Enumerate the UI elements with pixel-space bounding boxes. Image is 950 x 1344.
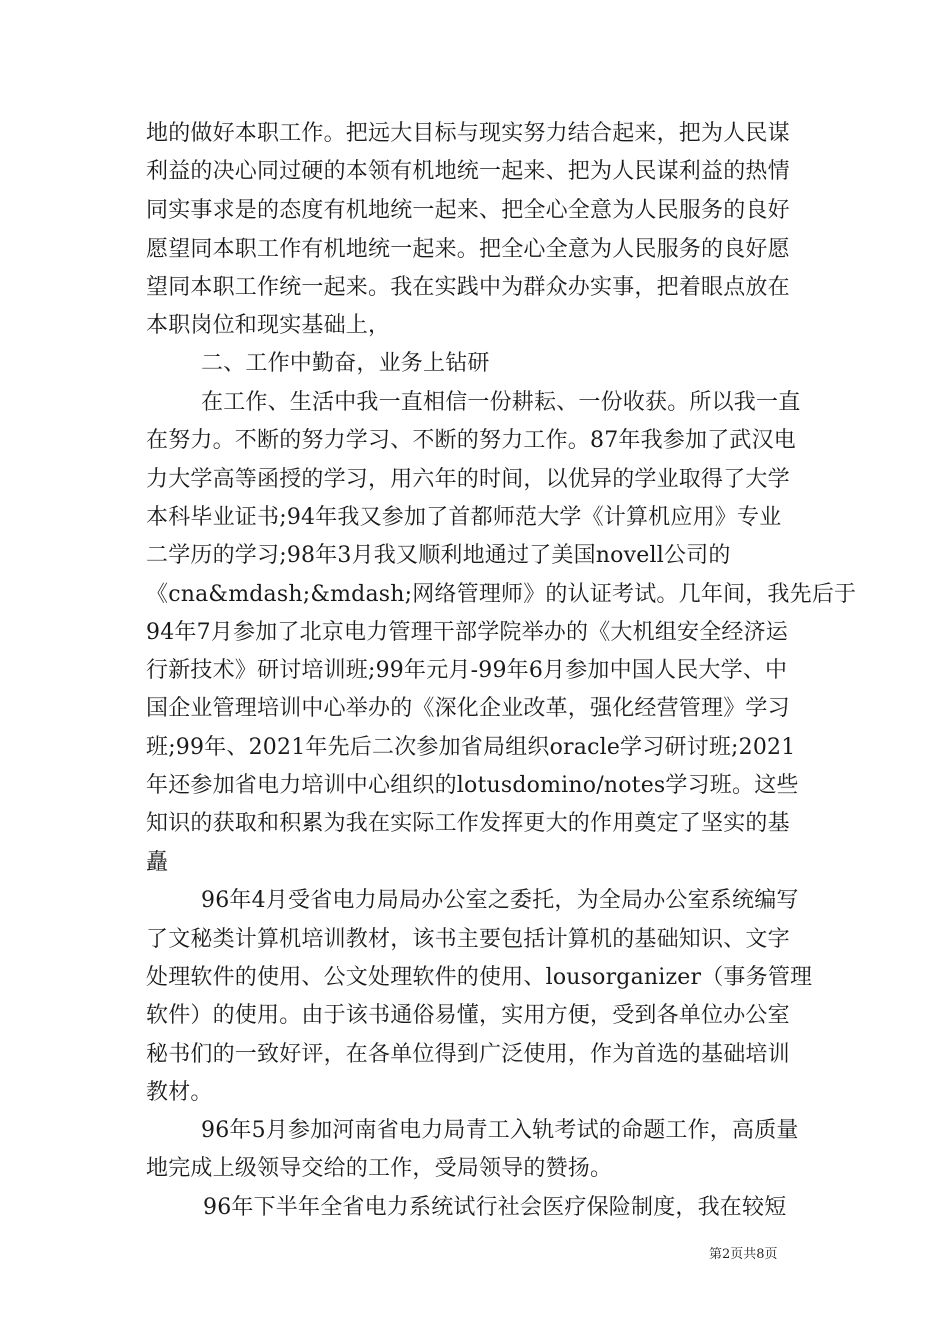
text-line: 96年下半年全省电力系统试行社会医疗保险制度，我在较短	[203, 1195, 787, 1220]
text-line: 同实事求是的态度有机地统一起来、把全心全意为人民服务的良好	[146, 198, 790, 223]
text-line: 愿望同本职工作有机地统一起来。把全心全意为人民服务的良好愿	[146, 237, 790, 262]
text-line: 知识的获取和积累为我在实际工作发挥更大的作用奠定了坚实的基	[146, 811, 790, 836]
text-line: 矗	[146, 850, 169, 875]
text-line: 《cna&mdash;&mdash;网络管理师》的认证考试。几年间，我先后于	[146, 582, 857, 607]
text-line: 力大学高等函授的学习，用六年的时间，以优异的学业取得了大学	[146, 467, 790, 492]
text-line: 在工作、生活中我一直相信一份耕耘、一份收获。所以我一直	[201, 390, 801, 415]
text-line: 秘书们的一致好评，在各单位得到广泛使用，作为首选的基础培训	[146, 1042, 790, 1067]
text-line: 国企业管理培训中心举办的《深化企业改革，强化经营管理》学习	[146, 696, 790, 721]
text-line: 望同本职工作统一起来。我在实践中为群众办实事，把着眼点放在	[146, 275, 790, 300]
text-line: 行新技术》研讨培训班;99年元月-99年6月参加中国人民大学、中	[146, 658, 788, 683]
text-line: 教材。	[146, 1080, 213, 1105]
text-line: 利益的决心同过硬的本领有机地统一起来、把为人民谋利益的热情	[146, 159, 790, 184]
section-heading: 二、工作中勤奋，业务上钻研	[201, 351, 490, 376]
text-line: 94年7月参加了北京电力管理干部学院举办的《大机组安全经济运	[146, 620, 788, 645]
text-line: 96年4月受省电力局局办公室之委托，为全局办公室系统编写	[201, 888, 799, 913]
text-line: 本科毕业证书;94年我又参加了首都师范大学《计算机应用》专业	[146, 505, 782, 530]
text-line: 96年5月参加河南省电力局青工入轨考试的命题工作，高质量	[201, 1118, 799, 1143]
text-line: 软件）的使用。由于该书通俗易懂，实用方便，受到各单位办公室	[146, 1003, 790, 1028]
text-line: 在努力。不断的努力学习、不断的努力工作。87年我参加了武汉电	[146, 428, 796, 453]
text-line: 二学历的学习;98年3月我又顺利地通过了美国novell公司的	[146, 543, 731, 568]
text-line: 本职岗位和现实基础上，	[146, 313, 391, 338]
text-line: 年还参加省电力培训中心组织的lotusdomino/notes学习班。这些	[146, 773, 799, 798]
text-line: 班;99年、2021年先后二次参加省局组织oracle学习研讨班;2021	[146, 735, 796, 760]
page-number: 第2页共8页	[709, 1247, 778, 1262]
text-line: 了文秘类计算机培训教材，该书主要包括计算机的基础知识、文字	[146, 927, 790, 952]
text-line: 地完成上级领导交给的工作，受局领导的赞扬。	[146, 1156, 613, 1181]
text-line: 处理软件的使用、公文处理软件的使用、lousorganizer（事务管理	[146, 965, 813, 990]
text-line: 地的做好本职工作。把远大目标与现实努力结合起来，把为人民谋	[146, 121, 790, 146]
